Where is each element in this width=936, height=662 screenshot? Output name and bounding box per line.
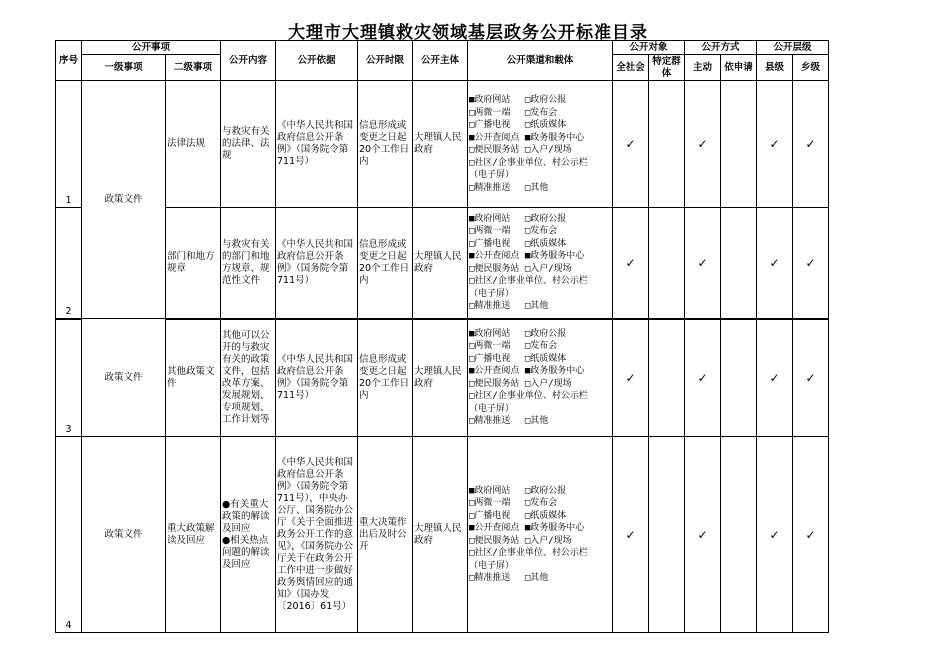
- tick-level-town: ✓: [793, 319, 829, 437]
- row-time: 信息形成或变更之日起20个工作日内: [358, 208, 413, 319]
- row-content: ●有关重大政策的解读及回应 ●相关热点问题的解读及回应: [221, 437, 276, 633]
- header-level: 公开层级: [757, 41, 829, 55]
- header-method: 公开方式: [685, 41, 757, 55]
- row-level2: 法律法规: [166, 81, 221, 208]
- row-content: 与救灾有关的法律、法规: [221, 81, 276, 208]
- empty-cell: [721, 208, 757, 319]
- tick-target-all: ✓: [613, 208, 649, 319]
- header-time: 公开时限: [358, 41, 413, 81]
- tick-method-active: ✓: [685, 208, 721, 319]
- channel-option: □广播电视 □纸质媒体: [469, 510, 567, 521]
- channel-option: □精准推送 □其他: [469, 416, 549, 427]
- row-time: 信息形成或变更之日起20个工作日内: [358, 319, 413, 437]
- tick-level-county: ✓: [757, 208, 793, 319]
- header-method-active: 主动: [685, 55, 721, 81]
- tick-level-town: ✓: [793, 81, 829, 208]
- channel-option: ■公开查阅点 ■政务服务中心: [469, 251, 585, 262]
- header-target: 公开对象: [613, 41, 685, 55]
- empty-cell: [721, 437, 757, 633]
- channel-option: □社区/企事业单位、村公示栏: [469, 548, 588, 558]
- channel-option: ■政府网站 □政府公报: [469, 485, 567, 496]
- channel-option: （电子屏）: [469, 170, 515, 180]
- channel-option: □广播电视 □纸质媒体: [469, 353, 567, 364]
- channel-option: □便民服务站 □入户/现场: [469, 263, 572, 274]
- header-method-request: 依申请: [721, 55, 757, 81]
- channel-option: □两微一端 □发布会: [469, 341, 558, 352]
- channel-option: ■公开查阅点 ■政务服务中心: [469, 523, 585, 533]
- header-target-specific: 特定群体: [649, 55, 685, 81]
- tick-level-town: ✓: [793, 437, 829, 633]
- row-content: 其他可以公开的与救灾有关的政策文件，包括改革方案、发展规划、专项规划、工作计划等: [221, 319, 276, 437]
- header-level2: 二级事项: [166, 55, 221, 81]
- header-target-all: 全社会: [613, 55, 649, 81]
- channel-option: ■政府网站 □政府公报: [469, 328, 567, 339]
- tick-method-active: ✓: [685, 437, 721, 633]
- empty-cell: [721, 81, 757, 208]
- header-items: 公开事项: [82, 41, 221, 55]
- header-basis: 公开依据: [276, 41, 358, 81]
- channel-option: □社区/企事业单位、村公示栏: [469, 157, 588, 168]
- row-level2: 重大政策解读及回应: [166, 437, 221, 633]
- catalog-table: [55, 40, 829, 633]
- table-row: [56, 319, 829, 437]
- channel-option: □两微一端 □发布会: [469, 498, 558, 508]
- row-level2: 部门和地方规章: [166, 208, 221, 319]
- row-basis: 《中华人民共和国政府信息公开条例》（国务院令第711号）: [276, 319, 358, 437]
- channel-option: □两微一端 □发布会: [469, 107, 558, 118]
- channel-option: □精准推送 □其他: [469, 301, 549, 312]
- row-seq: 2: [56, 208, 82, 319]
- row-content: 与救灾有关的部门和地方规章、规范性文件: [221, 208, 276, 319]
- channel-option: □广播电视 □纸质媒体: [469, 238, 567, 249]
- row-channels: [468, 437, 613, 633]
- channel-option: □社区/企事业单位、村公示栏: [469, 391, 588, 402]
- channel-option: （电子屏）: [469, 288, 515, 299]
- header-level-town: 乡级: [793, 55, 829, 81]
- header-level1: 一级事项: [82, 55, 166, 81]
- channel-option: □社区/企事业单位、村公示栏: [469, 276, 588, 287]
- channel-option: □广播电视 □纸质媒体: [469, 120, 567, 130]
- channel-option: ■公开查阅点 ■政务服务中心: [469, 132, 585, 143]
- row-time: 信息形成或变更之日起20个工作日内: [358, 81, 413, 208]
- header-seq: 序号: [56, 41, 82, 81]
- row-subject: 大理镇人民政府: [413, 319, 468, 437]
- empty-cell: [649, 437, 685, 633]
- empty-cell: [649, 81, 685, 208]
- tick-level-county: ✓: [757, 81, 793, 208]
- header-level-county: 县级: [757, 55, 793, 81]
- tick-method-active: ✓: [685, 319, 721, 437]
- row-channels: [468, 81, 613, 208]
- header-channel: 公开渠道和载体: [468, 41, 613, 81]
- row-seq: 4: [56, 437, 82, 633]
- row-subject: 大理镇人民政府: [413, 81, 468, 208]
- row-level1: 政策文件: [82, 319, 166, 437]
- tick-target-all: ✓: [613, 81, 649, 208]
- row-channels: [468, 208, 613, 319]
- channel-option: ■公开查阅点 ■政务服务中心: [469, 366, 585, 377]
- tick-level-county: ✓: [757, 319, 793, 437]
- tick-level-county: ✓: [757, 437, 793, 633]
- channel-option: □精准推送 □其他: [469, 573, 549, 583]
- channel-option: □便民服务站 □入户/现场: [469, 378, 572, 389]
- channel-option: （电子屏）: [469, 560, 515, 571]
- table-row: [56, 437, 829, 633]
- row-subject: 大理镇人民政府: [413, 437, 468, 633]
- row-time: 重大决策作出后及时公开: [358, 437, 413, 633]
- row-seq: 3: [56, 319, 82, 437]
- table-row: [56, 208, 829, 319]
- page-title: 大理市大理镇救灾领域基层政务公开标准目录: [288, 23, 648, 43]
- row-level1: 政策文件: [82, 81, 166, 319]
- table-row: [56, 81, 829, 208]
- row-basis: 《中华人民共和国政府信息公开条例》（国务院令第711号）: [276, 208, 358, 319]
- row-channels: [468, 319, 613, 437]
- channel-option: （电子屏）: [469, 403, 515, 414]
- channel-option: □精准推送 □其他: [469, 182, 549, 193]
- channel-option: □便民服务站 □入户/现场: [469, 535, 572, 546]
- header-content: 公开内容: [221, 41, 276, 81]
- empty-cell: [649, 208, 685, 319]
- channel-option: □两微一端 □发布会: [469, 226, 558, 237]
- row-seq: 1: [56, 81, 82, 208]
- row-level2: 其他政策文件: [166, 319, 221, 437]
- row-basis: 《中华人民共和国政府信息公开条例》（国务院令第711号）: [276, 81, 358, 208]
- tick-target-all: ✓: [613, 437, 649, 633]
- channel-option: ■政府网站 □政府公报: [469, 95, 567, 105]
- tick-level-town: ✓: [793, 208, 829, 319]
- row-level1: 政策文件: [82, 437, 166, 633]
- empty-cell: [649, 319, 685, 437]
- row-basis: 《中华人民共和国政府信息公开条例》（国务院令第711号），中央办公厅、国务院办公厅《关于全面推进政务公开工作的意见》，《国务院办公厅关于在政务公开工作中进一步做好政务舆情回应的通知》（国办发〔2016〕61号）: [276, 437, 358, 633]
- row-subject: 大理镇人民政府: [413, 208, 468, 319]
- channel-option: ■政府网站 □政府公报: [469, 213, 567, 224]
- channel-option: □便民服务站 □入户/现场: [469, 145, 572, 155]
- tick-target-all: ✓: [613, 319, 649, 437]
- empty-cell: [721, 319, 757, 437]
- tick-method-active: ✓: [685, 81, 721, 208]
- header-subject: 公开主体: [413, 41, 468, 81]
